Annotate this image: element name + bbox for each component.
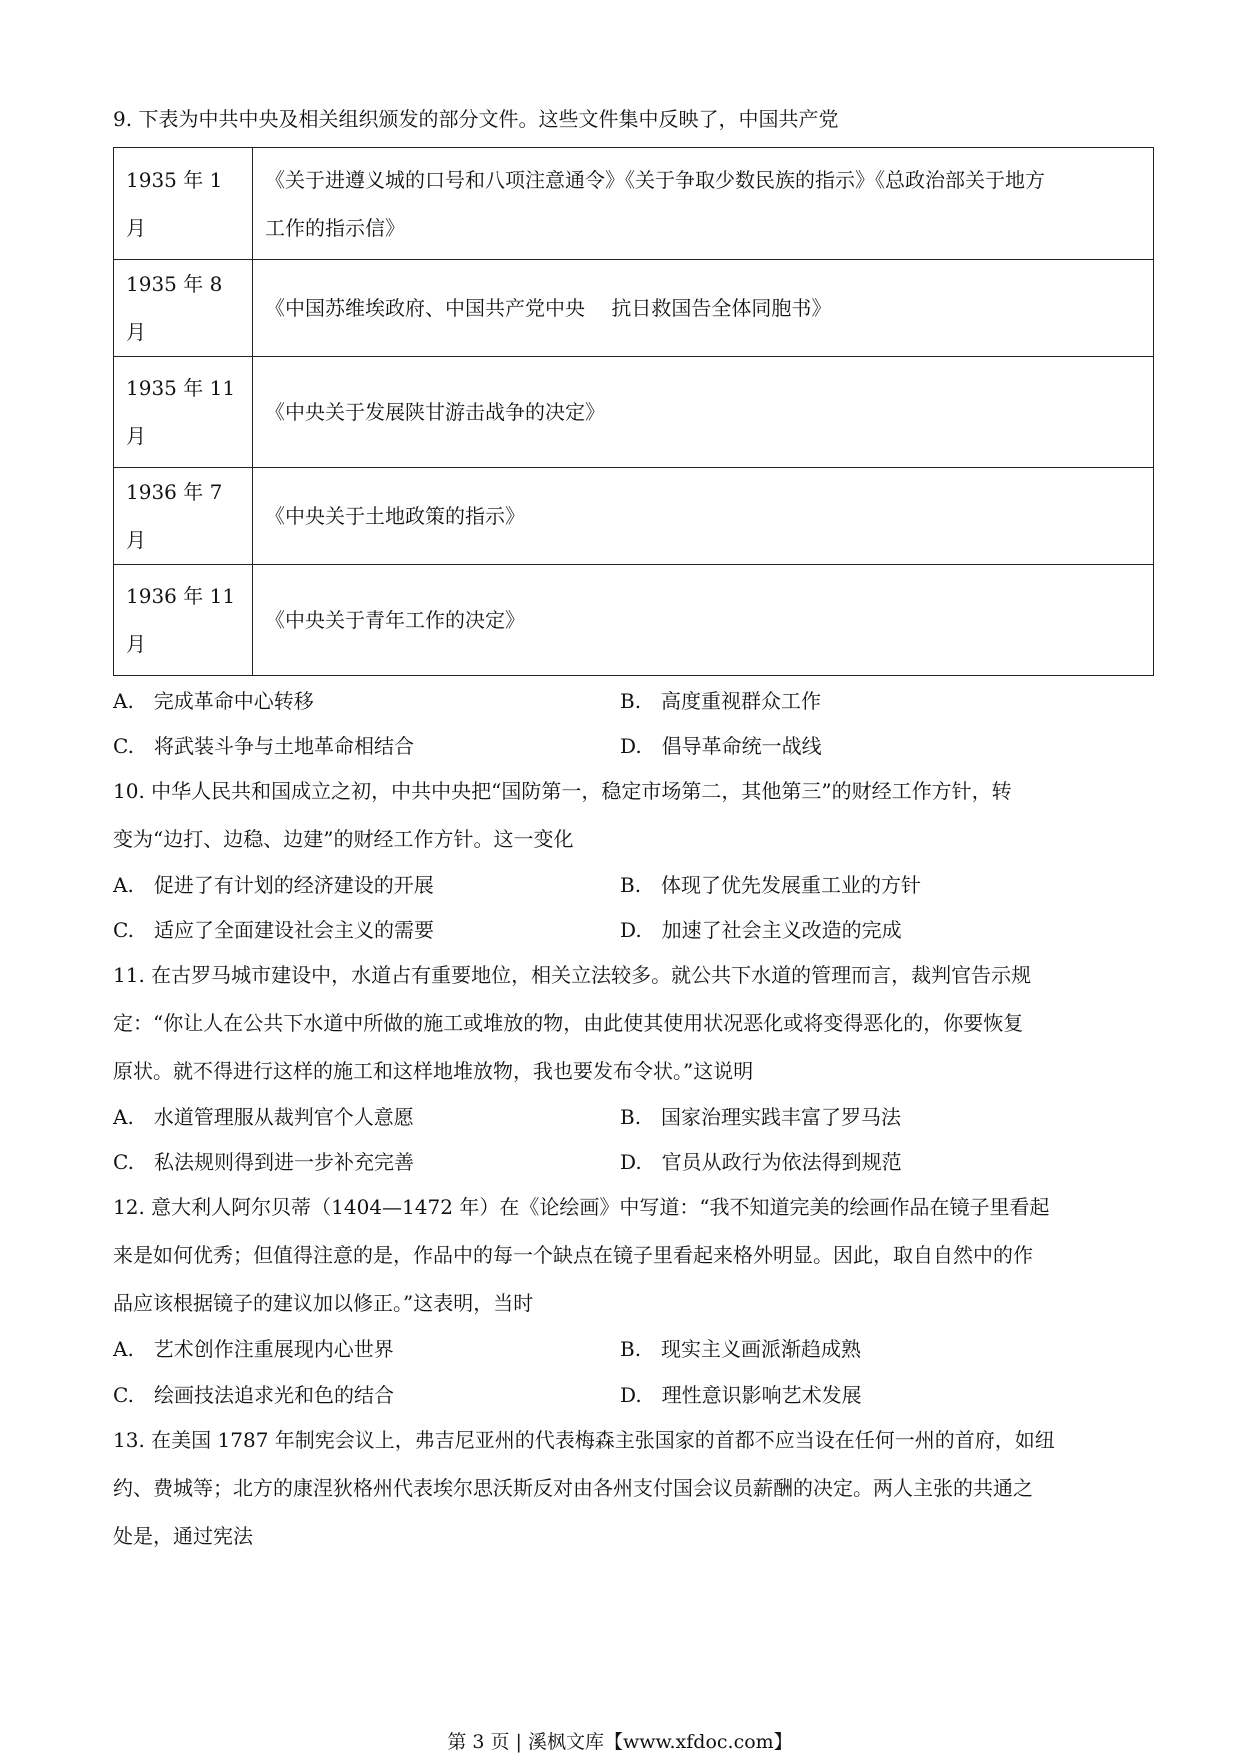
q10-option-d: D. 加速了社会主义改造的完成 bbox=[620, 918, 902, 942]
q13-stem-line: 处是，通过宪法 bbox=[113, 1524, 253, 1548]
q10-option-b: B. 体现了优先发展重工业的方针 bbox=[620, 873, 922, 897]
table-cell-document: 《中央关于青年工作的决定》 bbox=[253, 565, 1154, 676]
q10-option-c: C. 适应了全面建设社会主义的需要 bbox=[113, 918, 434, 942]
table-cell-document: 《中央关于发展陕甘游击战争的决定》 bbox=[253, 357, 1154, 468]
q11-option-d: D. 官员从政行为依法得到规范 bbox=[620, 1150, 902, 1174]
q9-option-a: A. 完成革命中心转移 bbox=[113, 689, 314, 713]
q12-option-a: A. 艺术创作注重展现内心世界 bbox=[113, 1337, 394, 1361]
table-cell-date: 1935 年 8 月 bbox=[114, 260, 253, 357]
table-cell-date: 1936 年 11 月 bbox=[114, 565, 253, 676]
table-cell-date: 1935 年 11 月 bbox=[114, 357, 253, 468]
q11-stem-line: 原状。就不得进行这样的施工和这样地堆放物，我也要发布令状。”这说明 bbox=[113, 1059, 754, 1083]
q12-stem-line: 品应该根据镜子的建议加以修正。”这表明，当时 bbox=[113, 1291, 534, 1315]
q13-stem-line: 13. 在美国 1787 年制宪会议上，弗吉尼亚州的代表梅森主张国家的首都不应当设在任何一州的首府，如纽 bbox=[113, 1428, 1055, 1452]
table-row bbox=[114, 357, 1154, 468]
q9-option-c: C. 将武装斗争与土地革命相结合 bbox=[113, 734, 414, 758]
q12-option-d: D. 理性意识影响艺术发展 bbox=[620, 1383, 862, 1407]
table-cell-document: 《中国苏维埃政府、中国共产党中央 抗日救国告全体同胞书》 bbox=[253, 260, 1154, 357]
table-row bbox=[114, 565, 1154, 676]
q12-stem-line: 来是如何优秀；但值得注意的是，作品中的每一个缺点在镜子里看起来格外明显。因此，取自自然中的作 bbox=[113, 1243, 1033, 1267]
q12-option-c: C. 绘画技法追求光和色的结合 bbox=[113, 1383, 394, 1407]
q11-option-c: C. 私法规则得到进一步补充完善 bbox=[113, 1150, 414, 1174]
page-footer: 第 3 页 | 溪枫文库【www.xfdoc.com】 bbox=[447, 1731, 793, 1753]
q10-stem-line: 变为“边打、边稳、边建”的财经工作方针。这一变化 bbox=[113, 827, 574, 851]
q9-document-table bbox=[113, 147, 1154, 676]
q11-option-a: A. 水道管理服从裁判官个人意愿 bbox=[113, 1105, 414, 1129]
table-cell-document: 《中央关于土地政策的指示》 bbox=[253, 468, 1154, 565]
q9-option-b: B. 高度重视群众工作 bbox=[620, 689, 822, 713]
q9-option-d: D. 倡导革命统一战线 bbox=[620, 734, 822, 758]
table-cell-date: 1936 年 7 月 bbox=[114, 468, 253, 565]
q12-stem-line: 12. 意大利人阿尔贝蒂（1404—1472 年）在《论绘画》中写道：“我不知道完美的绘画作品在镜子里看起 bbox=[113, 1195, 1050, 1219]
q11-stem-line: 11. 在古罗马城市建设中，水道占有重要地位，相关立法较多。就公共下水道的管理而言，裁判官告示规 bbox=[113, 963, 1032, 987]
table-cell-document: 《关于进遵义城的口号和八项注意通令》《关于争取少数民族的指示》《总政治部关于地方 工作的指示信》 bbox=[253, 148, 1154, 260]
table-row bbox=[114, 260, 1154, 357]
q10-option-a: A. 促进了有计划的经济建设的开展 bbox=[113, 873, 434, 897]
table-cell-date: 1935 年 1 月 bbox=[114, 148, 253, 260]
table-row bbox=[114, 148, 1154, 260]
q11-stem-line: 定：“你让人在公共下水道中所做的施工或堆放的物，由此使其使用状况恶化或将变得恶化的，你要恢复 bbox=[113, 1011, 1024, 1035]
q11-option-b: B. 国家治理实践丰富了罗马法 bbox=[620, 1105, 902, 1129]
q9-stem: 9. 下表为中共中央及相关组织颁发的部分文件。这些文件集中反映了，中国共产党 bbox=[113, 107, 839, 131]
q12-option-b: B. 现实主义画派渐趋成熟 bbox=[620, 1337, 862, 1361]
q10-stem-line: 10. 中华人民共和国成立之初，中共中央把“国防第一，稳定市场第二，其他第三”的财经工作方针，转 bbox=[113, 779, 1012, 803]
q13-stem-line: 约、费城等；北方的康涅狄格州代表埃尔思沃斯反对由各州支付国会议员薪酬的决定。两人主张的共通之 bbox=[113, 1476, 1033, 1500]
table-row bbox=[114, 468, 1154, 565]
